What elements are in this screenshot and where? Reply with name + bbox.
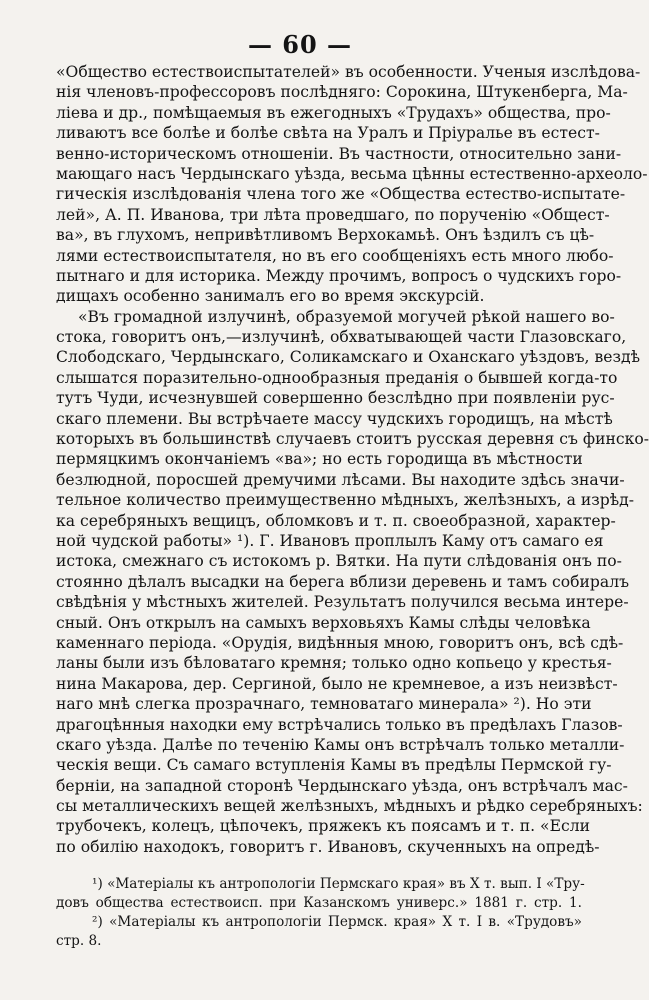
page-number: — 60 — (247, 30, 353, 59)
text-line: стоянно дѣлалъ высадки на берега вблизи деревень и тамъ собиралъ (56, 572, 630, 591)
footnote-line: довъ общества естествоисп. при Казанскомъ универс.» 1881 г. стр. 1. (56, 895, 582, 911)
text-line: лями естествоиспытателя, но въ его сообщеніяхъ есть много любо- (56, 246, 614, 265)
text-line: тельное количество преимущественно мѣдныхъ, желѣзныхъ, а изрѣд- (56, 491, 634, 510)
text-line: по обилію находокъ, говоритъ г. Ивановъ, скученныхъ на опредѣ- (56, 837, 600, 856)
text-line: ливаютъ все болѣе и болѣе свѣта на Уралъ и Пріуралье въ естест- (56, 124, 600, 143)
text-line: каменнаго періода. «Орудія, видѣнныя мною, говоритъ онъ, всѣ сдѣ- (56, 633, 624, 652)
text-line: ной чудской работы» ¹). Г. Ивановъ проплылъ Каму отъ самаго ея (56, 531, 604, 550)
text-line: истока, смежнаго съ истокомъ р. Вятки. На пути слѣдованія онъ по- (56, 552, 622, 571)
text-line: драгоцѣнныя находки ему встрѣчались только въ предѣлахъ Глазов- (56, 715, 623, 734)
text-line: ческія вещи. Съ самаго вступленія Камы въ предѣлы Пермской гу- (56, 756, 612, 775)
text-line: сный. Онъ открылъ на самыхъ верховьяхъ Камы слѣды человѣка (56, 613, 591, 632)
footnote-line: ²) «Матеріалы къ антропологіи Пермск. края» X т. I в. «Трудовъ» (92, 914, 582, 930)
text-line: тутъ Чуди, исчезнувшей совершенно безслѣдно при появленіи рус- (56, 389, 615, 408)
text-line: трубочекъ, колецъ, цѣпочекъ, пряжекъ къ поясамъ и т. п. «Если (56, 817, 590, 836)
text-line: ліева и др., помѣщаемыя въ ежегодныхъ «Трудахъ» общества, про- (56, 103, 611, 122)
text-line: сы металлическихъ вещей желѣзныхъ, мѣдныхъ и рѣдко серебряныхъ: (56, 797, 643, 816)
text-line: слышатся поразительно-однообразныя преданія о бывшей когда-то (56, 368, 618, 387)
text-line: ва», въ глухомъ, непривѣтливомъ Верхокамьѣ. Онъ ѣздилъ съ цѣ- (56, 226, 595, 245)
text-line: которыхъ въ большинствѣ случаевъ стоитъ русская деревня съ финско- (56, 430, 649, 449)
text-line: свѣдѣнія у мѣстныхъ жителей. Результатъ получился весьма интере- (56, 593, 629, 612)
text-line: нія членовъ-профессоровъ послѣдняго: Сорокина, Штукенберга, Ма- (56, 83, 628, 102)
text-line: пытнаго и для историка. Между прочимъ, вопросъ о чудскихъ горо- (56, 266, 622, 285)
footnote-line: ¹) «Матеріалы къ антропологіи Пермскаго края» въ X т. вып. I «Тру- (92, 876, 585, 892)
text-line: наго мнѣ слегка прозрачнаго, темноватаго минерала» ²). Но эти (56, 695, 592, 714)
text-line: ка серебряныхъ вещицъ, обломковъ и т. п. своеобразной, характер- (56, 511, 616, 530)
text-line: «Въ громадной излучинѣ, образуемой могучей рѣкой нашего во- (78, 307, 615, 326)
text-line: ланы были изъ бѣловатаго кремня; только одно копьецо у крестья- (56, 654, 612, 673)
text-line: нина Макарова, дер. Сергиной, было не кремневое, а изъ неизвѣст- (56, 674, 618, 693)
text-line: «Общество естествоиспытателей» въ особенности. Ученыя изслѣдова- (56, 63, 641, 81)
footnote-line: стр. 8. (56, 933, 102, 949)
text-line: безлюдной, поросшей дремучими лѣсами. Вы находите здѣсь значи- (56, 470, 625, 489)
text-line: стока, говоритъ онъ,—излучинѣ, обхватывающей части Глазовскаго, (56, 328, 627, 347)
text-line: мающаго насъ Чердынскаго уѣзда, весьма цѣнны естественно-археоло- (56, 164, 648, 183)
text-line: скаго уѣзда. Далѣе по теченію Камы онъ встрѣчалъ только металли- (56, 735, 625, 754)
text-line: гическія изслѣдованія члена того же «Общества естество-испытате- (56, 185, 626, 204)
text-line: Слободскаго, Чердынскаго, Соликамскаго и Оханскаго уѣздовъ, вездѣ (56, 348, 640, 367)
footnotes (56, 875, 585, 951)
text-line: венно-историческомъ отношеніи. Въ частности, относительно зани- (56, 144, 622, 163)
text-line: берніи, на западной сторонѣ Чердынскаго уѣзда, онъ встрѣчалъ мас- (56, 776, 628, 795)
text-line: скаго племени. Вы встрѣчаете массу чудскихъ городищъ, на мѣстѣ (56, 409, 613, 428)
text-line: дищахъ особенно занималъ его во время экскурсій. (56, 287, 485, 306)
text-line: лей», А. П. Иванова, три лѣта проведшаго, по порученію «Общест- (56, 205, 610, 224)
text-line: пермяцкимъ окончаніемъ «ва»; но есть городища въ мѣстности (56, 450, 583, 469)
main-text (56, 62, 649, 857)
